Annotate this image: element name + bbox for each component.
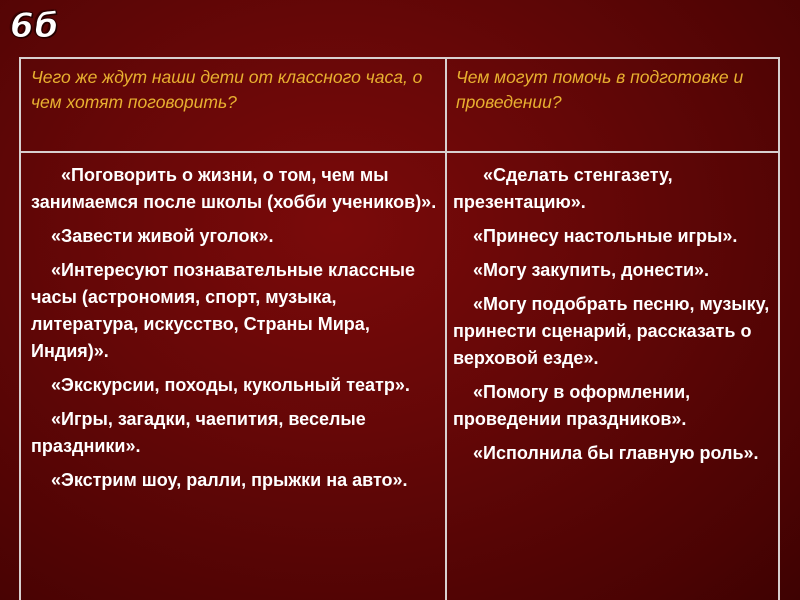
list-item: «Принесу настольные игры».	[473, 226, 738, 246]
column-divider	[445, 59, 447, 600]
slide-title: 6б	[10, 6, 60, 46]
header-cell-help: Чем могут помочь в подготовке и проведении?	[456, 67, 744, 112]
list-item: «Экскурсии, походы, кукольный театр».	[51, 375, 410, 395]
list-item: «Завести живой уголок».	[51, 226, 274, 246]
list-item: «Экстрим шоу, ралли, прыжки на авто».	[51, 470, 408, 490]
header-cell-expectations: Чего же ждут наши дети от классного часа, о чем хотят поговорить?	[31, 67, 423, 112]
list-item: «Сделать стенгазету, презентацию».	[453, 165, 673, 212]
list-item: «Поговорить о жизни, о том, чем мы занимаемся после школы (хобби учеников)».	[31, 165, 437, 212]
list-item: «Помогу в оформлении, проведении праздников».	[453, 382, 691, 429]
list-item: «Могу закупить, донести».	[473, 260, 710, 280]
body-cell-help	[453, 162, 775, 474]
body-cell-expectations	[31, 162, 441, 501]
list-item: «Игры, загадки, чаепития, веселые праздники».	[31, 409, 366, 456]
list-item: «Могу подобрать песню, музыку, принести сценарий, рассказать о верховой езде».	[453, 294, 770, 368]
list-item: «Исполнила бы главную роль».	[473, 443, 759, 463]
comparison-table	[19, 57, 780, 600]
list-item: «Интересуют познавательные классные часы (астрономия, спорт, музыка, литература, искусство, Страны Мира, Индия)».	[31, 260, 416, 361]
header-divider	[21, 151, 778, 153]
